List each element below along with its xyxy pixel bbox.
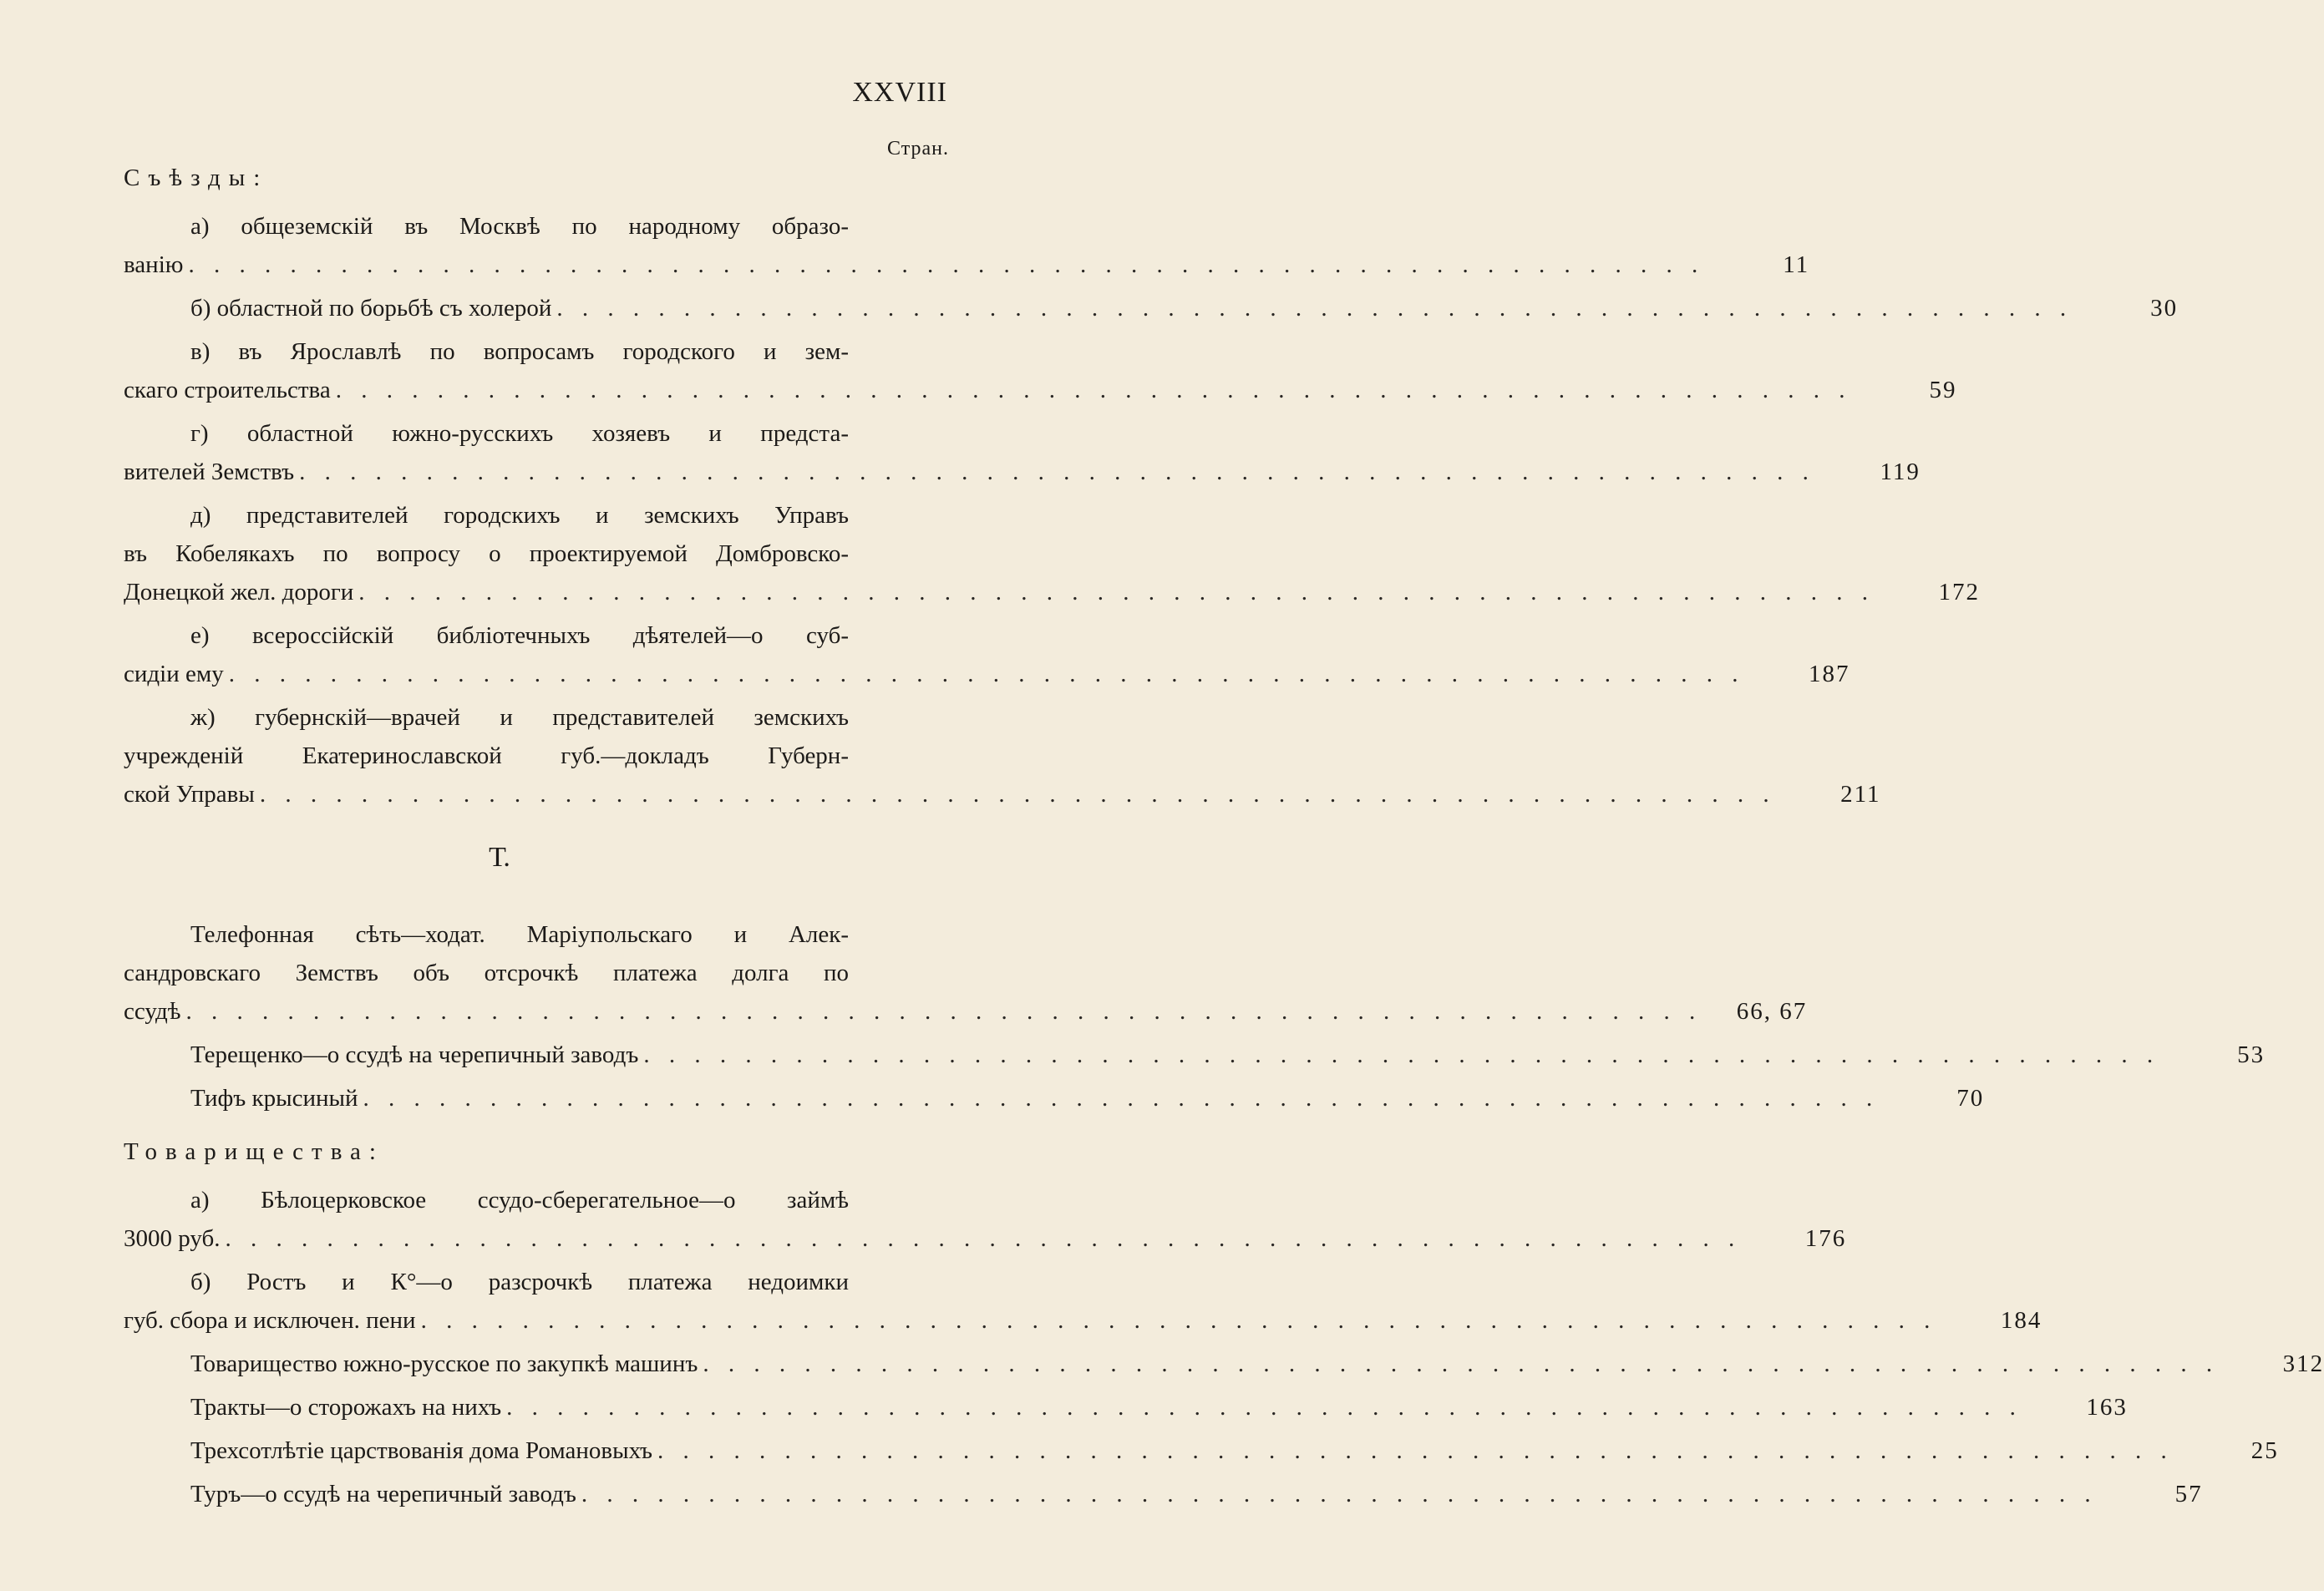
entry-text: Трехсотлѣтіе царствованія дома Романовыхъ xyxy=(190,1437,652,1464)
page-reference: 30 xyxy=(2150,295,2179,322)
entry-text: Донецкой жел. дороги xyxy=(124,579,354,605)
index-entry xyxy=(124,1181,1847,1258)
entry-last-line xyxy=(124,1475,2203,1513)
entry-last-line xyxy=(124,1431,2279,1470)
entry-text: сидіи ему xyxy=(124,661,224,687)
entry-last-line xyxy=(124,371,1957,409)
leader-dots: . . . . . . . . . . . . . . . . . . . . . . . . . . . . . . . . . . . . . . . . . . . . . . . . . . . . . . . . . . . . xyxy=(259,781,1776,808)
index-entry xyxy=(124,915,1808,1031)
letter-heading: Т. xyxy=(489,842,510,873)
leader-dots: . . . . . . . . . . . . . . . . . . . . . . . . . . . . . . . . . . . . . . . . . . . . . . . . . . . . . . . . . . . . xyxy=(185,998,1702,1025)
entry-text-line: в) въ Ярославлѣ по вопросамъ городского и зем- xyxy=(190,338,849,365)
entry-text: Товарищество южно-русское по закупкѣ машинъ xyxy=(190,1350,698,1377)
entry-text: 3000 руб. xyxy=(124,1225,221,1252)
entry-fill xyxy=(124,655,1749,693)
entry-fill xyxy=(190,1431,2179,1470)
entry-fill xyxy=(124,453,1820,491)
index-entry xyxy=(124,207,1810,284)
leader-dots: . . . . . . . . . . . . . . . . . . . . . . . . . . . . . . . . . . . . . . . . . . . . . . . . . . . . . . . . . . . . xyxy=(556,295,2073,322)
page-reference: 11 xyxy=(1783,251,1810,278)
page-reference: 70 xyxy=(1956,1085,1985,1112)
page-reference: 184 xyxy=(2000,1307,2042,1334)
entry-text-line: Телефонная сѣть—ходат. Маріупольскаго и Алек- xyxy=(190,921,849,948)
page-reference: 163 xyxy=(2086,1394,2128,1421)
entry-text-line: а) Бѣлоцерковское ссудо-сберегательное—о займѣ xyxy=(190,1187,849,1214)
entry-last-line xyxy=(124,1345,2324,1383)
entry-text-line: е) всероссійскій библіотечныхъ дѣятелей—о суб- xyxy=(190,622,849,649)
entry-text: Терещенко—о ссудѣ на черепичный заводъ xyxy=(190,1041,639,1068)
entry-last-line xyxy=(124,1388,2128,1426)
entry-last-line xyxy=(124,289,2179,327)
entry-text: вителей Земствъ xyxy=(124,459,295,485)
index-entry xyxy=(124,414,1921,491)
page-reference: 119 xyxy=(1880,459,1921,485)
page-reference: 187 xyxy=(1808,661,1850,687)
entry-fill xyxy=(190,1475,2103,1513)
entry-text-line: въ Кобелякахъ по вопросу о проектируемой Домбровско- xyxy=(124,540,849,567)
entry-last-line xyxy=(124,246,1810,284)
leader-dots: . . . . . . . . . . . . . . . . . . . . . . . . . . . . . . . . . . . . . . . . . . . . . . . . . . . . . . . . . . . . xyxy=(363,1085,1880,1112)
leader-dots: . . . . . . . . . . . . . . . . . . . . . . . . . . . . . . . . . . . . . . . . . . . . . . . . . . . . . . . . . . . . xyxy=(335,377,1852,403)
entry-fill xyxy=(124,246,1709,284)
index-entry xyxy=(124,1475,2203,1513)
page-reference: 66, 67 xyxy=(1736,998,1808,1025)
page-reference: 57 xyxy=(2174,1481,2203,1507)
entry-fill xyxy=(124,371,1856,409)
section-entries xyxy=(124,207,2179,813)
leader-dots: . . . . . . . . . . . . . . . . . . . . . . . . . . . . . . . . . . . . . . . . . . . . . . . . . . . . . . . . . . . . xyxy=(643,1041,2160,1068)
entry-text: б) областной по борьбѣ съ холерой xyxy=(190,295,552,322)
entry-last-line xyxy=(124,1079,1985,1117)
page-reference: 176 xyxy=(1804,1225,1847,1252)
entry-text: Тифъ крысиный xyxy=(190,1085,358,1112)
entry-text-line: г) областной южно-русскихъ хозяевъ и предста- xyxy=(190,420,849,447)
entry-text-line: учрежденій Екатеринославской губ.—докладъ Губерн- xyxy=(124,742,849,769)
entry-last-line xyxy=(124,775,1881,813)
section-entries xyxy=(124,915,2266,1117)
leader-dots: . . . . . . . . . . . . . . . . . . . . . . . . . . . . . . . . . . . . . . . . . . . . . . . . . . . . . . . . . . . . xyxy=(420,1307,1937,1334)
page-number: XXVIII xyxy=(852,77,947,108)
page-reference: 25 xyxy=(2250,1437,2279,1464)
index-entry xyxy=(124,1388,2128,1426)
entry-text: ванію xyxy=(124,251,184,278)
entry-text: ской Управы xyxy=(124,781,255,808)
index-entry xyxy=(124,1036,2266,1074)
page-reference: 59 xyxy=(1929,377,1957,403)
entry-text: скаго строительства xyxy=(124,377,331,403)
index-entry xyxy=(124,289,2179,327)
page-reference: 211 xyxy=(1840,781,1881,808)
index-entry xyxy=(124,698,1881,813)
entry-last-line xyxy=(124,1036,2266,1074)
leader-dots: . . . . . . . . . . . . . . . . . . . . . . . . . . . . . . . . . . . . . . . . . . . . . . . . . . . . . . . . . . . . xyxy=(581,1481,2098,1507)
entry-fill xyxy=(124,1301,1941,1340)
leader-dots: . . . . . . . . . . . . . . . . . . . . . . . . . . . . . . . . . . . . . . . . . . . . . . . . . . . . . . . . . . . . xyxy=(188,251,1705,278)
entry-text-line: д) представителей городскихъ и земскихъ Управъ xyxy=(190,502,849,529)
entry-fill xyxy=(190,1388,2027,1426)
entry-text: Тракты—о сторожахъ на нихъ xyxy=(190,1394,502,1421)
leader-dots: . . . . . . . . . . . . . . . . . . . . . . . . . . . . . . . . . . . . . . . . . . . . . . . . . . . . . . . . . . . . xyxy=(657,1437,2174,1464)
section-title: Товарищества: xyxy=(124,1138,384,1165)
entry-text: Туръ—о ссудѣ на черепичный заводъ xyxy=(190,1481,576,1507)
index-entry xyxy=(124,1345,2324,1383)
page-reference: 172 xyxy=(1938,579,1980,605)
entry-text: губ. сбора и исключен. пени xyxy=(124,1307,416,1334)
entry-text-line: ж) губернскій—врачей и представителей земскихъ xyxy=(190,704,849,731)
section-title: Съѣзды: xyxy=(124,165,269,191)
leader-dots: . . . . . . . . . . . . . . . . . . . . . . . . . . . . . . . . . . . . . . . . . . . . . . . . . . . . . . . . . . . . xyxy=(228,661,1745,687)
leader-dots: . . . . . . . . . . . . . . . . . . . . . . . . . . . . . . . . . . . . . . . . . . . . . . . . . . . . . . . . . . . . xyxy=(358,579,1875,605)
entry-last-line xyxy=(124,1301,2042,1340)
section-entries xyxy=(124,1181,2324,1513)
leader-dots: . . . . . . . . . . . . . . . . . . . . . . . . . . . . . . . . . . . . . . . . . . . . . . . . . . . . . . . . . . . . xyxy=(299,459,1815,485)
index-entry xyxy=(124,1263,2042,1340)
entry-text-line: а) общеземскій въ Москвѣ по народному образо- xyxy=(190,213,849,240)
page-reference: 312 xyxy=(2282,1350,2324,1377)
entry-last-line xyxy=(124,655,1850,693)
index-entry xyxy=(124,496,1980,611)
index-entry xyxy=(124,1431,2279,1470)
entry-text-line: б) Ростъ и К°—о разсрочкѣ платежа недоимки xyxy=(190,1269,849,1295)
entry-last-line xyxy=(124,573,1980,611)
entry-fill xyxy=(124,775,1781,813)
entry-fill xyxy=(190,289,2078,327)
entry-fill xyxy=(124,573,1880,611)
index-entry xyxy=(124,616,1850,693)
entry-fill xyxy=(124,1219,1746,1258)
entry-fill xyxy=(190,1079,1884,1117)
entry-fill xyxy=(190,1345,2224,1383)
entry-text: ссудѣ xyxy=(124,998,181,1025)
entry-text-line: сандровскаго Земствъ объ отсрочкѣ платежа долга по xyxy=(124,960,849,986)
entry-fill xyxy=(124,992,1707,1031)
entry-last-line xyxy=(124,453,1921,491)
entry-last-line xyxy=(124,992,1808,1031)
leader-dots: . . . . . . . . . . . . . . . . . . . . . . . . . . . . . . . . . . . . . . . . . . . . . . . . . . . . . . . . . . . . xyxy=(225,1225,1742,1252)
index-entry xyxy=(124,332,1957,409)
index-entry xyxy=(124,1079,1985,1117)
page-column-header: Стран. xyxy=(887,138,949,160)
index-content xyxy=(124,159,2324,1518)
entry-fill xyxy=(190,1036,2164,1074)
leader-dots: . . . . . . . . . . . . . . . . . . . . . . . . . . . . . . . . . . . . . . . . . . . . . . . . . . . . . . . . . . . . xyxy=(703,1350,2220,1377)
entry-last-line xyxy=(124,1219,1847,1258)
leader-dots: . . . . . . . . . . . . . . . . . . . . . . . . . . . . . . . . . . . . . . . . . . . . . . . . . . . . . . . . . . . . xyxy=(506,1394,2022,1421)
page-reference: 53 xyxy=(2237,1041,2266,1068)
